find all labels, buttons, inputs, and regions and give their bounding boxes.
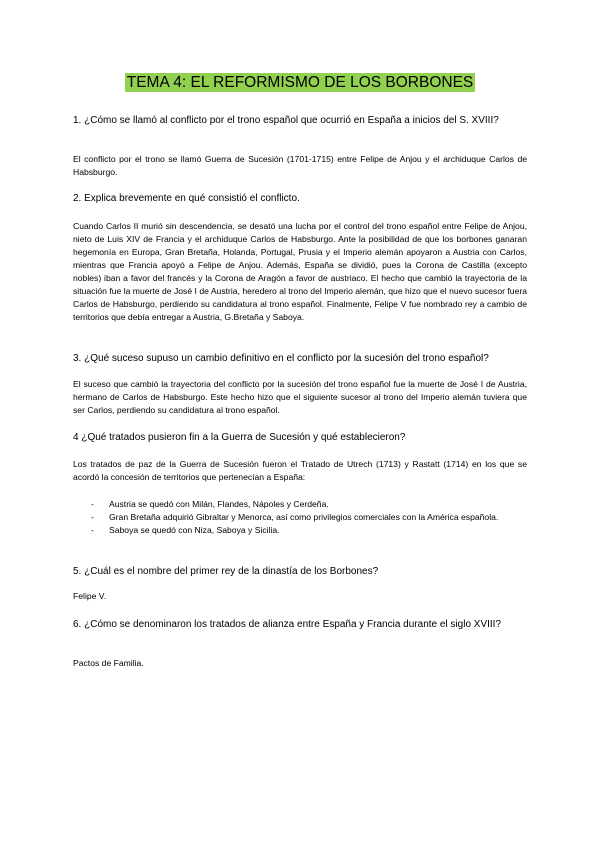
list-item [73, 511, 527, 524]
question-1: 1. ¿Cómo se llamó al conflicto por el trono español que ocurrió en España a inicios del S. XVIII? [73, 115, 499, 126]
list-item [73, 498, 527, 511]
answer-6: Pactos de Familia. [73, 658, 144, 668]
bullet-dash: - [91, 525, 94, 535]
answer-4: Los tratados de paz de la Guerra de Sucesión fueron el Tratado de Utrech (1713) y Rastatt (1714) en los que se acordó la concesión de territorios que pertenecían a España: [73, 459, 527, 482]
list-item-text: Austria se quedó con Milán, Flandes, Nápoles y Cerdeña. [109, 499, 329, 509]
answer-3: El suceso que cambió la trayectoria del conflicto por la sucesión del trono español fue la muerte de José I de Austria, hermano de Carlos de Habsburgo. Este hecho hizo que el siguiente sucesor al trono del Imperio alemán tuviera que ser Carlos, perdiendo su candidatura al trono español. [73, 379, 527, 415]
bullet-dash: - [91, 512, 94, 522]
question-3: 3. ¿Qué suceso supuso un cambio definitivo en el conflicto por la sucesión del trono español? [73, 353, 489, 364]
answer-1: El conflicto por el trono se llamó Guerra de Sucesión (1701-1715) entre Felipe de Anjou y el archiduque Carlos de Habsburgo. [73, 154, 527, 177]
answer-2: Cuando Carlos II murió sin descendencia, se desató una lucha por el control del trono español entre Felipe de Anjou, nieto de Luis XIV de Francia y el archiduque Carlos de Habsburgo. Ante la posibilidad de que los borbones ganaran hegemonía en Europa, Gran Bretaña, Holanda, Portugal, Prusia y el Imperio alemán apoyaron a Austria con Carlos, mientras que Francia apoyó a Felipe de Anjou. Además, España se dividió, pues la Corona de Castilla (excepto nobles) iban a favor del francés y la Corona de Aragón a favor de austriaco. El hecho que cambió la trayectoria de la situación fue la muerte de José I de Austria, heredero al trono del Imperio alemán, que hizo que el nuevo sucesor fuera Carlos de Habsburgo, perdiendo su candidatura al trono español. Finalmente, Felipe V fue nombrado rey a cambio de territorios que debía entregar a Austria, G.Bretaña y Saboya. [73, 221, 527, 322]
question-5: 5. ¿Cuál es el nombre del primer rey de la dinastía de los Borbones? [73, 566, 379, 577]
list-item-text: Gran Bretaña adquirió Gibraltar y Menorca, así como privilegios comerciales con la América española. [109, 512, 499, 522]
title-container [0, 73, 600, 92]
bullet-dash: - [91, 499, 94, 509]
list-item [73, 524, 527, 537]
answer-5: Felipe V. [73, 591, 107, 601]
page-title: TEMA 4: EL REFORMISMO DE LOS BORBONES [126, 74, 474, 91]
question-2: 2. Explica brevemente en qué consistió el conflicto. [73, 193, 300, 204]
list-item-text: Saboya se quedó con Niza, Saboya y Sicilia. [109, 525, 280, 535]
question-6: 6. ¿Cómo se denominaron los tratados de alianza entre España y Francia durante el siglo XVIII? [73, 619, 502, 630]
territories-list [73, 498, 527, 537]
question-4: 4 ¿Qué tratados pusieron fin a la Guerra de Sucesión y qué establecieron? [73, 432, 406, 443]
